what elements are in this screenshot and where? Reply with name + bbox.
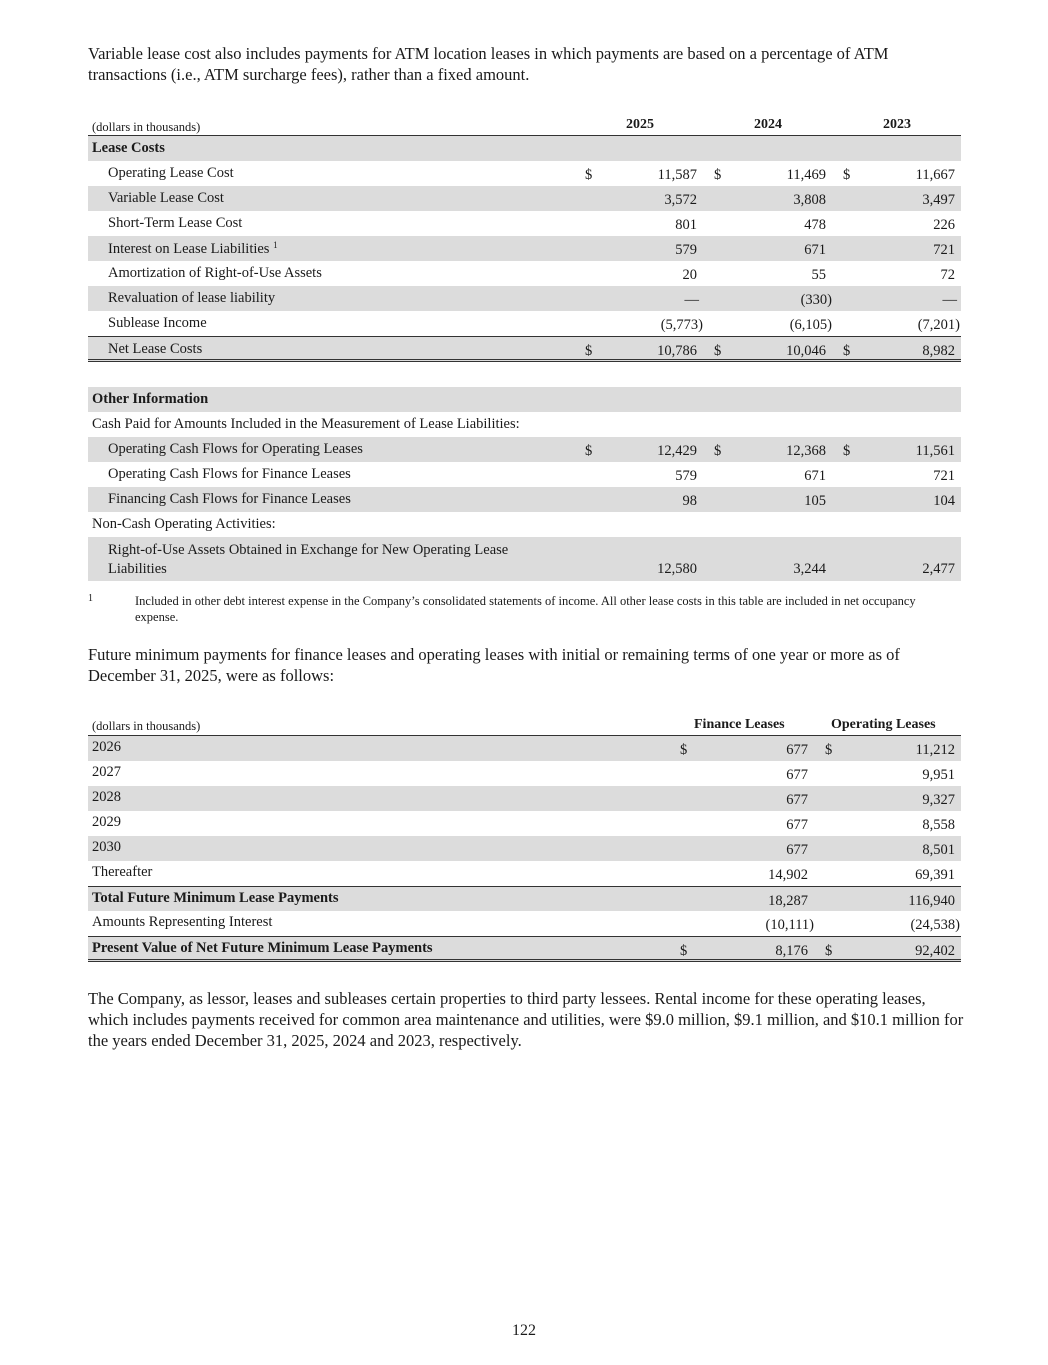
cell-2024: 55 <box>811 267 826 283</box>
year-header: 2025 <box>626 117 654 132</box>
currency-symbol: $ <box>714 343 722 359</box>
section-header <box>88 387 961 412</box>
row-label: Present Value of Net Future Minimum Lease Payments <box>92 940 433 956</box>
row-label: Right-of-Use Assets Obtained in Exchange for New Operating Lease Liabilities <box>108 542 509 577</box>
cell-2024: 671 <box>804 468 826 484</box>
cell-2023: 72 <box>940 267 955 283</box>
present-value-row <box>88 936 961 962</box>
cell-2025: — <box>684 292 699 308</box>
cell-2025: 20 <box>682 267 697 283</box>
cell-2025: 11,587 <box>657 167 697 183</box>
table-row <box>88 236 961 261</box>
cell-2023: 104 <box>933 493 955 509</box>
row-label: Sublease Income <box>108 315 207 331</box>
net-lease-costs-row <box>88 336 961 362</box>
operating-cell: (24,538) <box>910 917 960 933</box>
currency-symbol: $ <box>714 167 722 183</box>
subsection-label-row <box>88 412 961 437</box>
row-label: 2028 <box>92 789 121 805</box>
cell-2024: 12,368 <box>786 443 826 459</box>
cell-2024: 671 <box>804 242 826 258</box>
total-row <box>88 886 961 911</box>
table-row <box>88 311 961 336</box>
operating-cell: 8,501 <box>922 842 955 858</box>
cell-2023: (7,201) <box>917 317 960 333</box>
table-row <box>88 537 961 581</box>
cell-2024: 478 <box>804 217 826 233</box>
intro-paragraph: Variable lease cost also includes payments for ATM location leases in which payments are based on a percentage of ATM transactions (i.e., ATM surcharge fees), rather than a fixed amount. <box>88 44 889 84</box>
cell-2025: (5,773) <box>660 317 703 333</box>
table-row <box>88 836 961 861</box>
table-row <box>88 286 961 311</box>
table-row <box>88 811 961 836</box>
table-row <box>88 736 961 761</box>
cell-2025: 3,572 <box>664 192 697 208</box>
lease-costs-table <box>88 112 961 581</box>
table-row <box>88 161 961 186</box>
cell-2023: 226 <box>933 217 955 233</box>
currency-symbol: $ <box>585 443 593 459</box>
lessor-paragraph: The Company, as lessor, leases and subleases certain properties to third party lessees. Rental income for these operating leases, which includes payments received for common area maintenance and utilities, were $9.0 million, $9.1 million, and $10.1 million for the years ended December 31, 2025, 2024 and 2023, respectively. <box>88 989 964 1050</box>
finance-cell: 677 <box>786 742 808 758</box>
row-label: Financing Cash Flows for Finance Leases <box>108 491 351 507</box>
row-label: Revaluation of lease liability <box>108 290 276 306</box>
cell-2023: 11,561 <box>915 443 955 459</box>
currency-symbol: $ <box>680 943 688 959</box>
currency-symbol: $ <box>843 343 851 359</box>
operating-cell: 116,940 <box>908 893 955 909</box>
row-label: Thereafter <box>92 864 153 880</box>
table-row <box>88 911 961 936</box>
operating-cell: 9,951 <box>922 767 955 783</box>
cash-paid-label: Cash Paid for Amounts Included in the Measurement of Lease Liabilities: <box>92 416 520 432</box>
finance-cell: 677 <box>786 767 808 783</box>
finance-cell: 677 <box>786 817 808 833</box>
footnote-ref: 1 <box>273 240 278 250</box>
future-payments-table <box>88 712 961 962</box>
cell-2023: 11,667 <box>915 167 955 183</box>
table-header <box>88 712 961 736</box>
lease-costs-heading: Lease Costs <box>92 140 165 156</box>
table-row <box>88 211 961 236</box>
cell-2024: (6,105) <box>789 317 832 333</box>
currency-symbol: $ <box>585 167 593 183</box>
row-label: 2027 <box>92 764 121 780</box>
table-row <box>88 786 961 811</box>
table-row <box>88 437 961 462</box>
subsection-label-row <box>88 512 961 537</box>
row-label: 2029 <box>92 814 121 830</box>
row-label: Operating Lease Cost <box>108 165 234 181</box>
cell-2025: 579 <box>675 468 697 484</box>
row-label: Operating Cash Flows for Finance Leases <box>108 466 351 482</box>
cell-2025: 579 <box>675 242 697 258</box>
row-label <box>108 240 278 258</box>
operating-cell: 92,402 <box>915 943 955 959</box>
table-row <box>88 487 961 512</box>
row-label: Variable Lease Cost <box>108 190 224 206</box>
footnote-text: Included in other debt interest expense in the Company’s consolidated statements of income. All other lease costs in this table are included in net occupancy expense. <box>135 594 916 624</box>
row-label-text: Interest on Lease Liabilities <box>108 241 270 257</box>
row-label: Amounts Representing Interest <box>92 914 273 930</box>
cell-2023: 8,982 <box>922 343 955 359</box>
currency-symbol: $ <box>680 742 688 758</box>
cell-2024: 105 <box>804 493 826 509</box>
table-row <box>88 186 961 211</box>
future-payments-paragraph: Future minimum payments for finance leases and operating leases with initial or remaining terms of one year or more as of December 31, 2025, were as follows: <box>88 645 900 685</box>
cell-2023: 721 <box>933 468 955 484</box>
row-label: Operating Cash Flows for Operating Leases <box>108 441 363 457</box>
currency-symbol: $ <box>714 443 722 459</box>
table-row <box>88 861 961 886</box>
finance-cell: (10,111) <box>765 917 814 933</box>
currency-symbol: $ <box>843 167 851 183</box>
cell-2025: 98 <box>682 493 697 509</box>
cell-2025: 12,580 <box>657 561 697 577</box>
currency-symbol: $ <box>843 443 851 459</box>
cell-2024: 10,046 <box>786 343 826 359</box>
row-label: Short-Term Lease Cost <box>108 215 243 231</box>
year-header: 2023 <box>883 117 911 132</box>
row-label: Amortization of Right-of-Use Assets <box>108 265 322 281</box>
row-label: 2026 <box>92 739 121 755</box>
cell-2024: 3,808 <box>793 192 826 208</box>
cell-2023: 721 <box>933 242 955 258</box>
finance-cell: 677 <box>786 842 808 858</box>
row-label: Net Lease Costs <box>108 341 203 357</box>
operating-cell: 69,391 <box>915 867 955 883</box>
table-header <box>88 112 961 136</box>
cell-2025: 10,786 <box>657 343 697 359</box>
unit-note: (dollars in thousands) <box>92 719 201 733</box>
cell-2025: 12,429 <box>657 443 697 459</box>
operating-cell: 9,327 <box>922 792 955 808</box>
table-row <box>88 261 961 286</box>
footnote-mark: 1 <box>88 593 93 604</box>
currency-symbol: $ <box>585 343 593 359</box>
operating-cell: 8,558 <box>922 817 955 833</box>
year-header: 2024 <box>754 117 782 132</box>
cell-2024: 3,244 <box>793 561 826 577</box>
finance-cell: 8,176 <box>775 943 808 959</box>
row-label: 2030 <box>92 839 121 855</box>
section-header <box>88 136 961 161</box>
currency-symbol: $ <box>825 742 833 758</box>
table-row <box>88 761 961 786</box>
finance-cell: 14,902 <box>768 867 808 883</box>
unit-note: (dollars in thousands) <box>92 120 201 134</box>
row-label: Total Future Minimum Lease Payments <box>92 890 339 906</box>
cell-2025: 801 <box>675 217 697 233</box>
operating-leases-header: Operating Leases <box>831 717 936 732</box>
cell-2023: 3,497 <box>922 192 955 208</box>
cell-2024: 11,469 <box>786 167 826 183</box>
page-number: 122 <box>512 1322 536 1339</box>
finance-cell: 18,287 <box>768 893 808 909</box>
noncash-label: Non-Cash Operating Activities: <box>92 516 276 532</box>
table-row <box>88 462 961 487</box>
other-information-heading: Other Information <box>92 391 209 407</box>
cell-2023: 2,477 <box>922 561 955 577</box>
cell-2024: (330) <box>800 292 832 308</box>
currency-symbol: $ <box>825 943 833 959</box>
finance-cell: 677 <box>786 792 808 808</box>
finance-leases-header: Finance Leases <box>694 717 785 732</box>
operating-cell: 11,212 <box>915 742 955 758</box>
cell-2023: — <box>942 292 957 308</box>
